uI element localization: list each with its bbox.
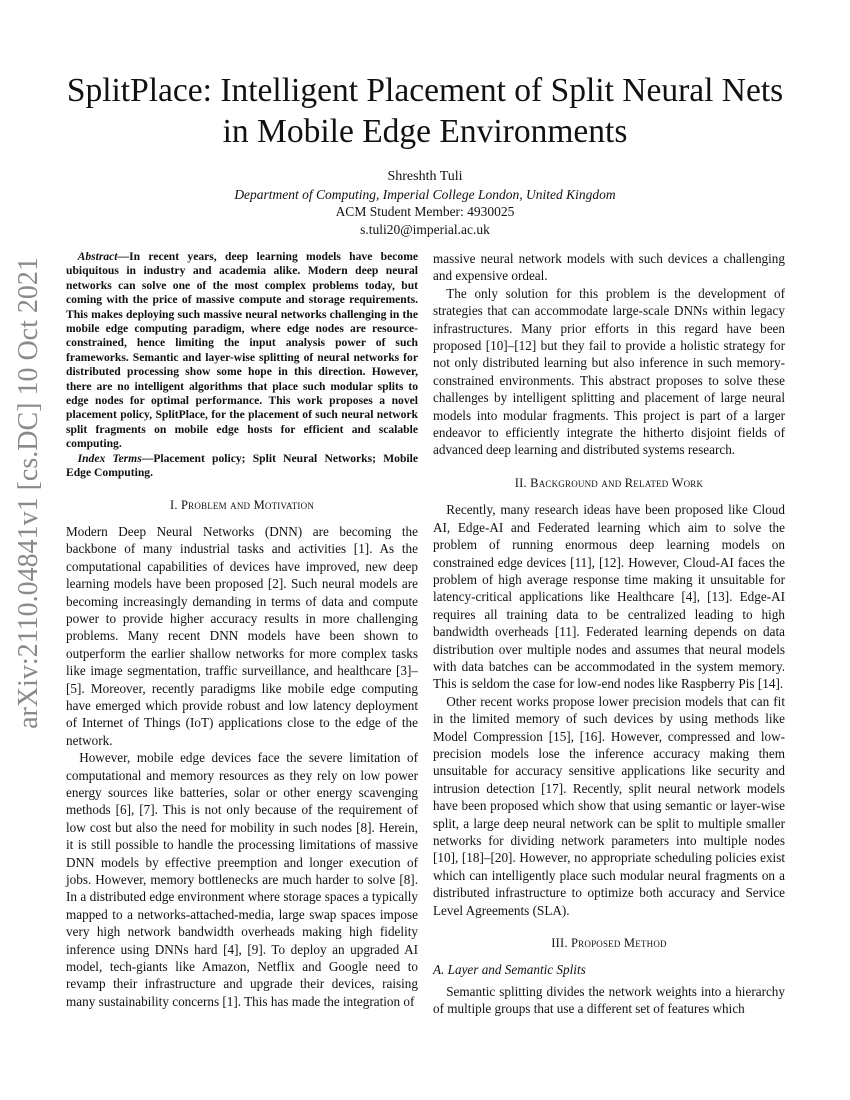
author-email: s.tuli20@imperial.ac.uk bbox=[360, 221, 490, 237]
section-heading-2: II. Background and Related Work bbox=[514, 475, 704, 490]
section1-paragraph-2: However, mobile edge devices face the severe limitation of computational and memory resources as they rely on low power energy sources like batteries, solar or other energy scavenging methods [6], [7]. This is not only because of the requirement of low cost but also the need for mobility in such nodes [8]. Herein, it is still possible to handle the processing limitations of massive DNN models by effective preemption and longer execution of jobs. However, memory bottlenecks are much harder to solve [8]. In a distributed edge environment where storage spaces a typically mapped to a networks-attached-media, large swap spaces impose very high network bandwidth overheads making high fidelity inference using DNNs hard [4], [9]. To deploy an upgraded AI model, tech-giants like Amazon, Netflix and Google need to revamp their infrastructure and upgrade their devices, raising many sustainability concerns [1]. This has made the integration of bbox=[66, 750, 418, 1009]
section3-paragraph-1: Semantic splitting divides the network weights into a hierarchy of multiple groups that use a different set of features which bbox=[433, 983, 785, 1017]
section1-paragraph-3: The only solution for this problem is the development of strategies that can accommodate large-scale DNNs within legacy infrastructures. Many prior efforts in this regard have been proposed [10]–[12] but they fail to provide a holistic strategy for not only distributed learning but also inference in such memory-constrained environments. This abstract proposes to solve these challenges by intelligent splitting and placement of large neural models into modular fragments. This project is part of a larger endeavor to efficiently integrate the hitherto disjoint fields of advanced deep learning and distributed systems research. bbox=[433, 285, 785, 458]
abstract bbox=[66, 250, 418, 452]
index-terms-text: —Placement policy; Split Neural Networks; Mobile Edge Computing. bbox=[66, 451, 418, 480]
section2-paragraph-1: Recently, many research ideas have been proposed like Cloud AI, Edge-AI and Federated learning which aim to solve the problem of running enormous deep learning models on constrained edge devices [11], [12]. However, Cloud-AI faces the problem of high average response time making it unsuitable for latency-critical applications like Healthcare [4], [13]. Edge-AI requires all training data to be centralized leading to high bandwidth overheads [11]. Federated learning depends on data distribution over multiple nodes and assumes that neural models with data batches can be accommodated in the system memory. This is seldom the case for low-end nodes like Raspberry Pis [14]. bbox=[433, 502, 785, 692]
abstract-label: Abstract bbox=[77, 250, 118, 263]
section-heading-3: III. Proposed Method bbox=[551, 936, 667, 951]
arxiv-identifier: arXiv:2110.04841v1 [cs.DC] 10 Oct 2021 bbox=[13, 256, 44, 729]
author-block bbox=[100, 168, 750, 238]
author-name: Shreshth Tuli bbox=[387, 169, 463, 184]
index-terms-label: Index Terms bbox=[77, 451, 142, 465]
left-column bbox=[66, 250, 418, 1010]
section-heading-1: I. Problem and Motivation bbox=[169, 497, 315, 512]
paper-title: SplitPlace: Intelligent Placement of Split Neural Nets in Mobile Edge Environments bbox=[66, 72, 784, 150]
index-terms bbox=[66, 452, 418, 481]
arxiv-sidebar bbox=[4, 256, 54, 729]
section1-paragraph-1: Modern Deep Neural Networks (DNN) are becoming the backbone of many industrial tasks and activities [1]. As the computational capabilities of devices have improved, new deep learning models have been proposed [2]. Such neural models are becoming increasingly demanding in terms of data and compute power to provide higher accuracy results in more challenging problems. Many recent DNN models have been shown to outperform the earlier shallow networks for more complex tasks like image segmentation, traffic surveillance, and healthcare [3]–[5]. Moreover, recently paradigms like mobile edge computing have emerged which provide robust and low latency deployment of Internet of Things (IoT) applications close to the edge of the network. bbox=[66, 523, 418, 748]
section2-paragraph-2: Other recent works propose lower precision models that can fit in the limited memory of such devices by using methods like Model Compression [15], [16]. However, compressed and low-precision models lose the inference accuracy making them unsuitable for accuracy sensitive applications like security and intrusion detection [17]. Recently, split neural network models have been proposed which show that using semantic or layer-wise split, a large deep neural network can be split to multiple smaller networks for dividing network parameters into multiple nodes [10], [18]–[20]. However, no appropriate scheduling policies exist which can intelligently place such modular neural fragments on a distributed infrastructure to optimize both accuracy and Service Level Agreements (SLA). bbox=[433, 693, 785, 918]
abstract-text: —In recent years, deep learning models have become ubiquitous in industry and academia alike. Modern deep neural networks can solve one of the most complex problems today, but coming with the price of massive compute and storage requirements. This makes deploying such massive neural networks challenging in the mobile edge computing paradigm, where edge nodes are resource-constrained, hence limiting the input analysis power of such frameworks. Semantic and layer-wise splitting of neural networks for distributed processing show some hope in this direction. However, there are no intelligent algorithms that place such modular splits to edge nodes for optimal performance. This work proposes a novel placement policy, SplitPlace, for the placement of such neural network split fragments on mobile edge hosts for efficient and scalable computing. bbox=[66, 250, 418, 451]
subsection-heading-3a: A. Layer and Semantic Splits bbox=[433, 962, 586, 978]
right-column bbox=[433, 250, 785, 1018]
author-membership: ACM Student Member: 4930025 bbox=[335, 204, 515, 219]
section1-paragraph-2-continued: massive neural network models with such devices a challenging and expensive ordeal. bbox=[433, 251, 785, 284]
author-affiliation: Department of Computing, Imperial College London, United Kingdom bbox=[234, 186, 616, 202]
